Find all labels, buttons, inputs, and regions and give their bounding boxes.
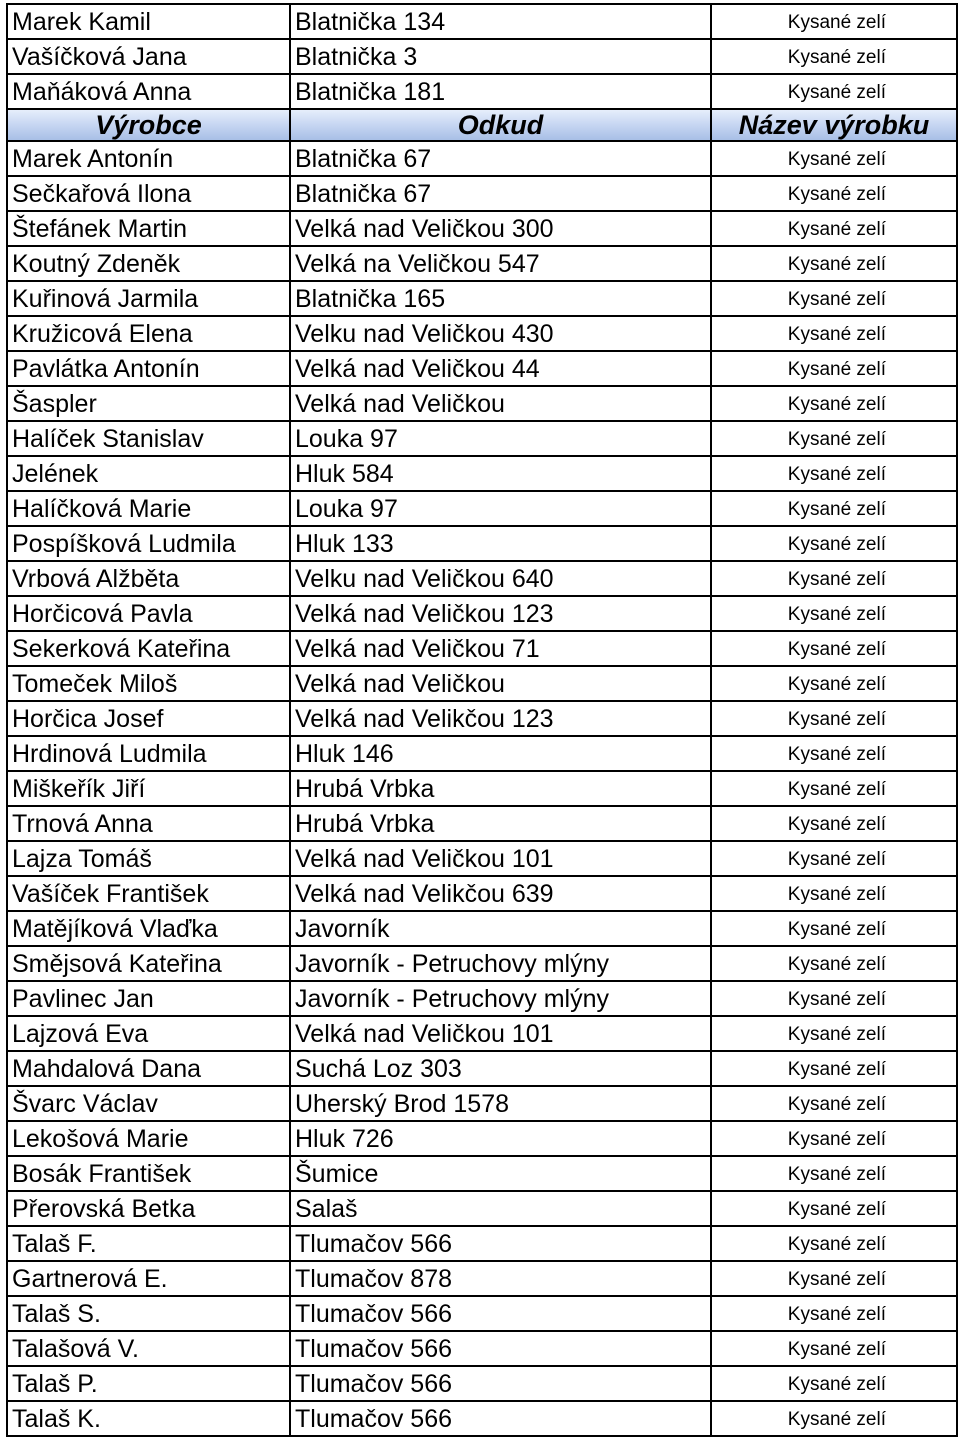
maker-name-cell: Tomeček Miloš: [7, 666, 290, 701]
maker-name-cell: Horčicová Pavla: [7, 596, 290, 631]
maker-name-cell: Lekošová Marie: [7, 1121, 290, 1156]
product-name-cell: Kysané zelí: [711, 1261, 957, 1296]
origin-cell: Velku nad Veličkou 640: [290, 561, 711, 596]
table-row: [7, 561, 957, 596]
table-row: [7, 176, 957, 211]
maker-name-cell: Vašíčková Jana: [7, 39, 290, 74]
maker-name-cell: Halíček Stanislav: [7, 421, 290, 456]
maker-name-cell: Horčica Josef: [7, 701, 290, 736]
maker-name-cell: Jelének: [7, 456, 290, 491]
table-row: [7, 911, 957, 946]
maker-name-cell: Marek Kamil: [7, 4, 290, 39]
table-row: [7, 701, 957, 736]
origin-cell: Blatnička 165: [290, 281, 711, 316]
origin-cell: Salaš: [290, 1191, 711, 1226]
maker-name-cell: Sečkařová Ilona: [7, 176, 290, 211]
table-row: [7, 1086, 957, 1121]
product-name-cell: Kysané zelí: [711, 526, 957, 561]
maker-name-cell: Matějíková Vlaďka: [7, 911, 290, 946]
product-name-cell: Kysané zelí: [711, 1226, 957, 1261]
origin-cell: Blatnička 181: [290, 74, 711, 109]
origin-cell: Suchá Loz 303: [290, 1051, 711, 1086]
table-row: [7, 736, 957, 771]
table-row: [7, 1366, 957, 1401]
origin-cell: Velká nad Veličkou: [290, 666, 711, 701]
origin-cell: Blatnička 134: [290, 4, 711, 39]
producers-table: [6, 3, 958, 1437]
product-name-cell: Kysané zelí: [711, 631, 957, 666]
table-row: [7, 771, 957, 806]
maker-name-cell: Švarc Václav: [7, 1086, 290, 1121]
table-row: [7, 806, 957, 841]
table-row: [7, 456, 957, 491]
origin-cell: Hrubá Vrbka: [290, 806, 711, 841]
maker-name-cell: Talaš S.: [7, 1296, 290, 1331]
product-name-cell: Kysané zelí: [711, 806, 957, 841]
maker-name-cell: Koutný Zdeněk: [7, 246, 290, 281]
maker-name-cell: Lajza Tomáš: [7, 841, 290, 876]
origin-cell: Tlumačov 566: [290, 1226, 711, 1261]
table-row: [7, 386, 957, 421]
origin-cell: Hluk 146: [290, 736, 711, 771]
product-name-cell: Kysané zelí: [711, 1366, 957, 1401]
maker-name-cell: Štefánek Martin: [7, 211, 290, 246]
maker-name-cell: Miškeřík Jiří: [7, 771, 290, 806]
product-name-cell: Kysané zelí: [711, 911, 957, 946]
origin-cell: Blatnička 3: [290, 39, 711, 74]
table-row: [7, 4, 957, 39]
table-row: [7, 351, 957, 386]
table-row: [7, 1296, 957, 1331]
origin-cell: Velká nad Velikčou 123: [290, 701, 711, 736]
product-name-cell: Kysané zelí: [711, 1051, 957, 1086]
table-row: [7, 841, 957, 876]
maker-name-cell: Pospíšková Ludmila: [7, 526, 290, 561]
maker-name-cell: Pavlinec Jan: [7, 981, 290, 1016]
product-name-cell: Kysané zelí: [711, 456, 957, 491]
origin-cell: Hrubá Vrbka: [290, 771, 711, 806]
maker-name-cell: Šaspler: [7, 386, 290, 421]
table-row: [7, 666, 957, 701]
product-name-cell: Kysané zelí: [711, 1016, 957, 1051]
maker-name-cell: Marek Antonín: [7, 141, 290, 176]
maker-name-cell: Talaš P.: [7, 1366, 290, 1401]
table-header-row: [7, 109, 957, 141]
table-row: [7, 1156, 957, 1191]
product-name-cell: Kysané zelí: [711, 1191, 957, 1226]
product-name-cell: Kysané zelí: [711, 491, 957, 526]
maker-name-cell: Přerovská Betka: [7, 1191, 290, 1226]
product-name-cell: Kysané zelí: [711, 876, 957, 911]
origin-cell: Tlumačov 566: [290, 1366, 711, 1401]
origin-cell: Tlumačov 878: [290, 1261, 711, 1296]
origin-cell: Velká nad Velikčou 639: [290, 876, 711, 911]
origin-cell: Tlumačov 566: [290, 1401, 711, 1436]
origin-cell: Velká nad Veličkou 101: [290, 841, 711, 876]
product-name-cell: Kysané zelí: [711, 1156, 957, 1191]
table-row: [7, 1191, 957, 1226]
product-name-cell: Kysané zelí: [711, 386, 957, 421]
table-row: [7, 631, 957, 666]
table-row: [7, 141, 957, 176]
maker-name-cell: Lajzová Eva: [7, 1016, 290, 1051]
product-name-cell: Kysané zelí: [711, 771, 957, 806]
product-name-cell: Kysané zelí: [711, 74, 957, 109]
origin-cell: Louka 97: [290, 421, 711, 456]
table-row: [7, 1226, 957, 1261]
product-name-cell: Kysané zelí: [711, 421, 957, 456]
origin-cell: Hluk 584: [290, 456, 711, 491]
maker-name-cell: Maňáková Anna: [7, 74, 290, 109]
table-row: [7, 596, 957, 631]
table-row: [7, 1401, 957, 1436]
product-name-cell: Kysané zelí: [711, 316, 957, 351]
maker-name-cell: Smějsová Kateřina: [7, 946, 290, 981]
product-name-cell: Kysané zelí: [711, 39, 957, 74]
origin-cell: Uherský Brod 1578: [290, 1086, 711, 1121]
header-product: Název výrobku: [711, 109, 957, 141]
table-row: [7, 1331, 957, 1366]
product-name-cell: Kysané zelí: [711, 596, 957, 631]
origin-cell: Velku nad Veličkou 430: [290, 316, 711, 351]
table-row: [7, 281, 957, 316]
maker-name-cell: Talaš F.: [7, 1226, 290, 1261]
header-origin: Odkud: [290, 109, 711, 141]
origin-cell: Javorník - Petruchovy mlýny: [290, 946, 711, 981]
table-row: [7, 491, 957, 526]
product-name-cell: Kysané zelí: [711, 981, 957, 1016]
origin-cell: Velká nad Veličkou 44: [290, 351, 711, 386]
origin-cell: Velká nad Veličkou 123: [290, 596, 711, 631]
table-row: [7, 246, 957, 281]
product-name-cell: Kysané zelí: [711, 281, 957, 316]
maker-name-cell: Sekerková Kateřina: [7, 631, 290, 666]
maker-name-cell: Bosák František: [7, 1156, 290, 1191]
maker-name-cell: Talašová V.: [7, 1331, 290, 1366]
origin-cell: Blatnička 67: [290, 141, 711, 176]
maker-name-cell: Trnová Anna: [7, 806, 290, 841]
origin-cell: Javorník: [290, 911, 711, 946]
maker-name-cell: Kružicová Elena: [7, 316, 290, 351]
product-name-cell: Kysané zelí: [711, 1121, 957, 1156]
producers-table-body: [7, 4, 957, 1436]
product-name-cell: Kysané zelí: [711, 946, 957, 981]
product-name-cell: Kysané zelí: [711, 1331, 957, 1366]
product-name-cell: Kysané zelí: [711, 666, 957, 701]
table-row: [7, 74, 957, 109]
product-name-cell: Kysané zelí: [711, 176, 957, 211]
origin-cell: Velká nad Veličkou: [290, 386, 711, 421]
maker-name-cell: Talaš K.: [7, 1401, 290, 1436]
product-name-cell: Kysané zelí: [711, 351, 957, 386]
table-row: [7, 1051, 957, 1086]
product-name-cell: Kysané zelí: [711, 141, 957, 176]
product-name-cell: Kysané zelí: [711, 211, 957, 246]
origin-cell: Javorník - Petruchovy mlýny: [290, 981, 711, 1016]
origin-cell: Tlumačov 566: [290, 1331, 711, 1366]
product-name-cell: Kysané zelí: [711, 1296, 957, 1331]
product-name-cell: Kysané zelí: [711, 1086, 957, 1121]
origin-cell: Šumice: [290, 1156, 711, 1191]
product-name-cell: Kysané zelí: [711, 701, 957, 736]
origin-cell: Louka 97: [290, 491, 711, 526]
table-row: [7, 421, 957, 456]
origin-cell: Blatnička 67: [290, 176, 711, 211]
maker-name-cell: Pavlátka Antonín: [7, 351, 290, 386]
table-row: [7, 526, 957, 561]
product-name-cell: Kysané zelí: [711, 246, 957, 281]
maker-name-cell: Gartnerová E.: [7, 1261, 290, 1296]
maker-name-cell: Hrdinová Ludmila: [7, 736, 290, 771]
product-name-cell: Kysané zelí: [711, 4, 957, 39]
table-row: [7, 316, 957, 351]
table-row: [7, 981, 957, 1016]
maker-name-cell: Vrbová Alžběta: [7, 561, 290, 596]
header-maker: Výrobce: [7, 109, 290, 141]
origin-cell: Velká na Veličkou 547: [290, 246, 711, 281]
table-row: [7, 1121, 957, 1156]
maker-name-cell: Kuřinová Jarmila: [7, 281, 290, 316]
product-name-cell: Kysané zelí: [711, 1401, 957, 1436]
table-row: [7, 1016, 957, 1051]
table-row: [7, 946, 957, 981]
product-name-cell: Kysané zelí: [711, 561, 957, 596]
table-row: [7, 39, 957, 74]
maker-name-cell: Mahdalová Dana: [7, 1051, 290, 1086]
maker-name-cell: Vašíček František: [7, 876, 290, 911]
table-row: [7, 1261, 957, 1296]
origin-cell: Hluk 133: [290, 526, 711, 561]
origin-cell: Velká nad Veličkou 71: [290, 631, 711, 666]
maker-name-cell: Halíčková Marie: [7, 491, 290, 526]
origin-cell: Velká nad Veličkou 101: [290, 1016, 711, 1051]
product-name-cell: Kysané zelí: [711, 841, 957, 876]
origin-cell: Tlumačov 566: [290, 1296, 711, 1331]
origin-cell: Velká nad Veličkou 300: [290, 211, 711, 246]
origin-cell: Hluk 726: [290, 1121, 711, 1156]
table-row: [7, 211, 957, 246]
table-row: [7, 876, 957, 911]
product-name-cell: Kysané zelí: [711, 736, 957, 771]
